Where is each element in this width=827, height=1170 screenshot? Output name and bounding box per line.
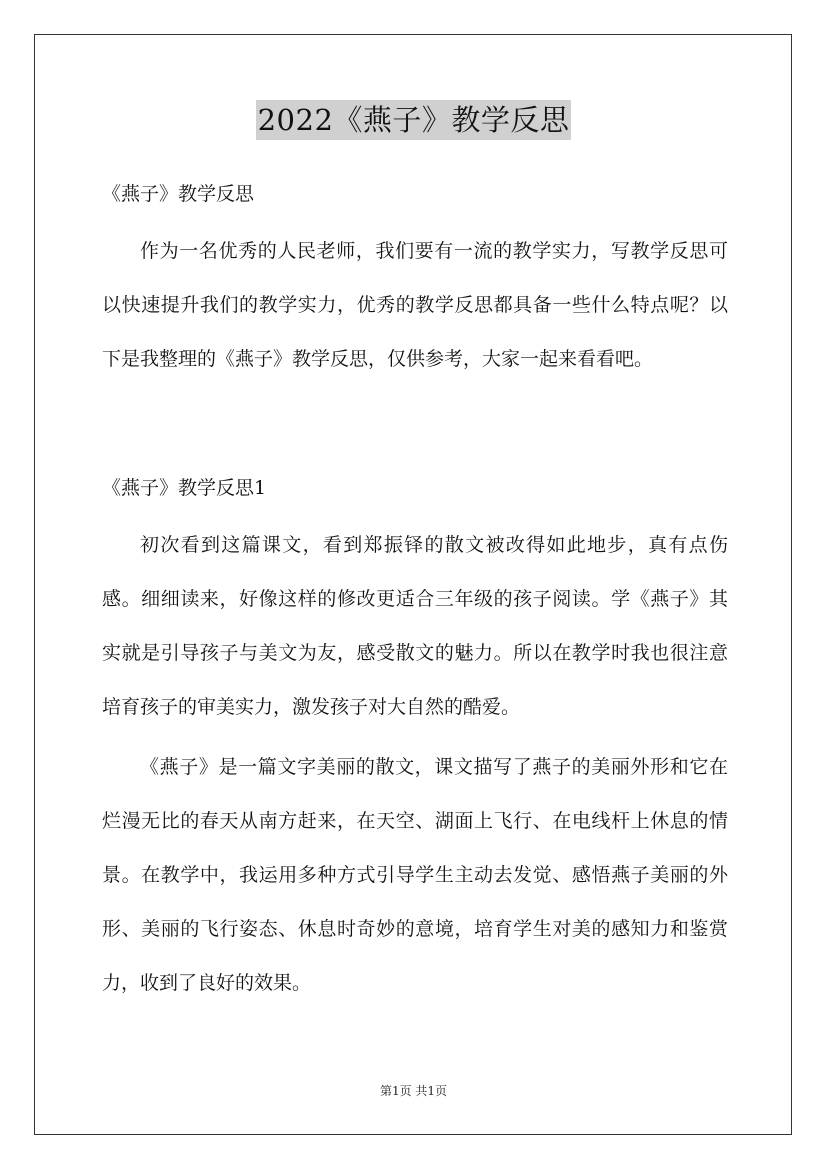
section-paragraph-2: 《燕子》是一篇文字美丽的散文，课文描写了燕子的美丽外形和它在烂漫无比的春天从南方赶来，在天空、湖面上飞行、在电线杆上休息的情景。在教学中，我运用多种方式引导学生主动去发觉、感悟燕子美丽的外形、美丽的飞行姿态、休息时奇妙的意境，培育学生对美的感知力和鉴赏力，收到了良好的效果。 [102, 756, 728, 994]
document-title-container [0, 100, 827, 140]
section-heading: 《燕子》教学反思1 [102, 477, 267, 499]
section-paragraph-1: 初次看到这篇课文，看到郑振铎的散文被改得如此地步，真有点伤感。细细读来，好像这样的修改更适合三年级的孩子阅读。学《燕子》其实就是引导孩子与美文为友，感受散文的魅力。所以在教学时我也很注意培育孩子的审美实力，激发孩子对大自然的酷爱。 [102, 534, 728, 718]
page-footer [0, 1082, 827, 1099]
intro-paragraph: 作为一名优秀的人民老师，我们要有一流的教学实力，写教学反思可以快速提升我们的教学实力，优秀的教学反思都具备一些什么特点呢？以下是我整理的《燕子》教学反思，仅供参考，大家一起来看看吧。 [102, 240, 728, 370]
page-number: 第1页 共1页 [379, 1084, 448, 1098]
intro-heading: 《燕子》教学反思 [102, 183, 255, 205]
document-title: 2022《燕子》教学反思 [256, 100, 572, 140]
document-body [102, 176, 728, 1010]
